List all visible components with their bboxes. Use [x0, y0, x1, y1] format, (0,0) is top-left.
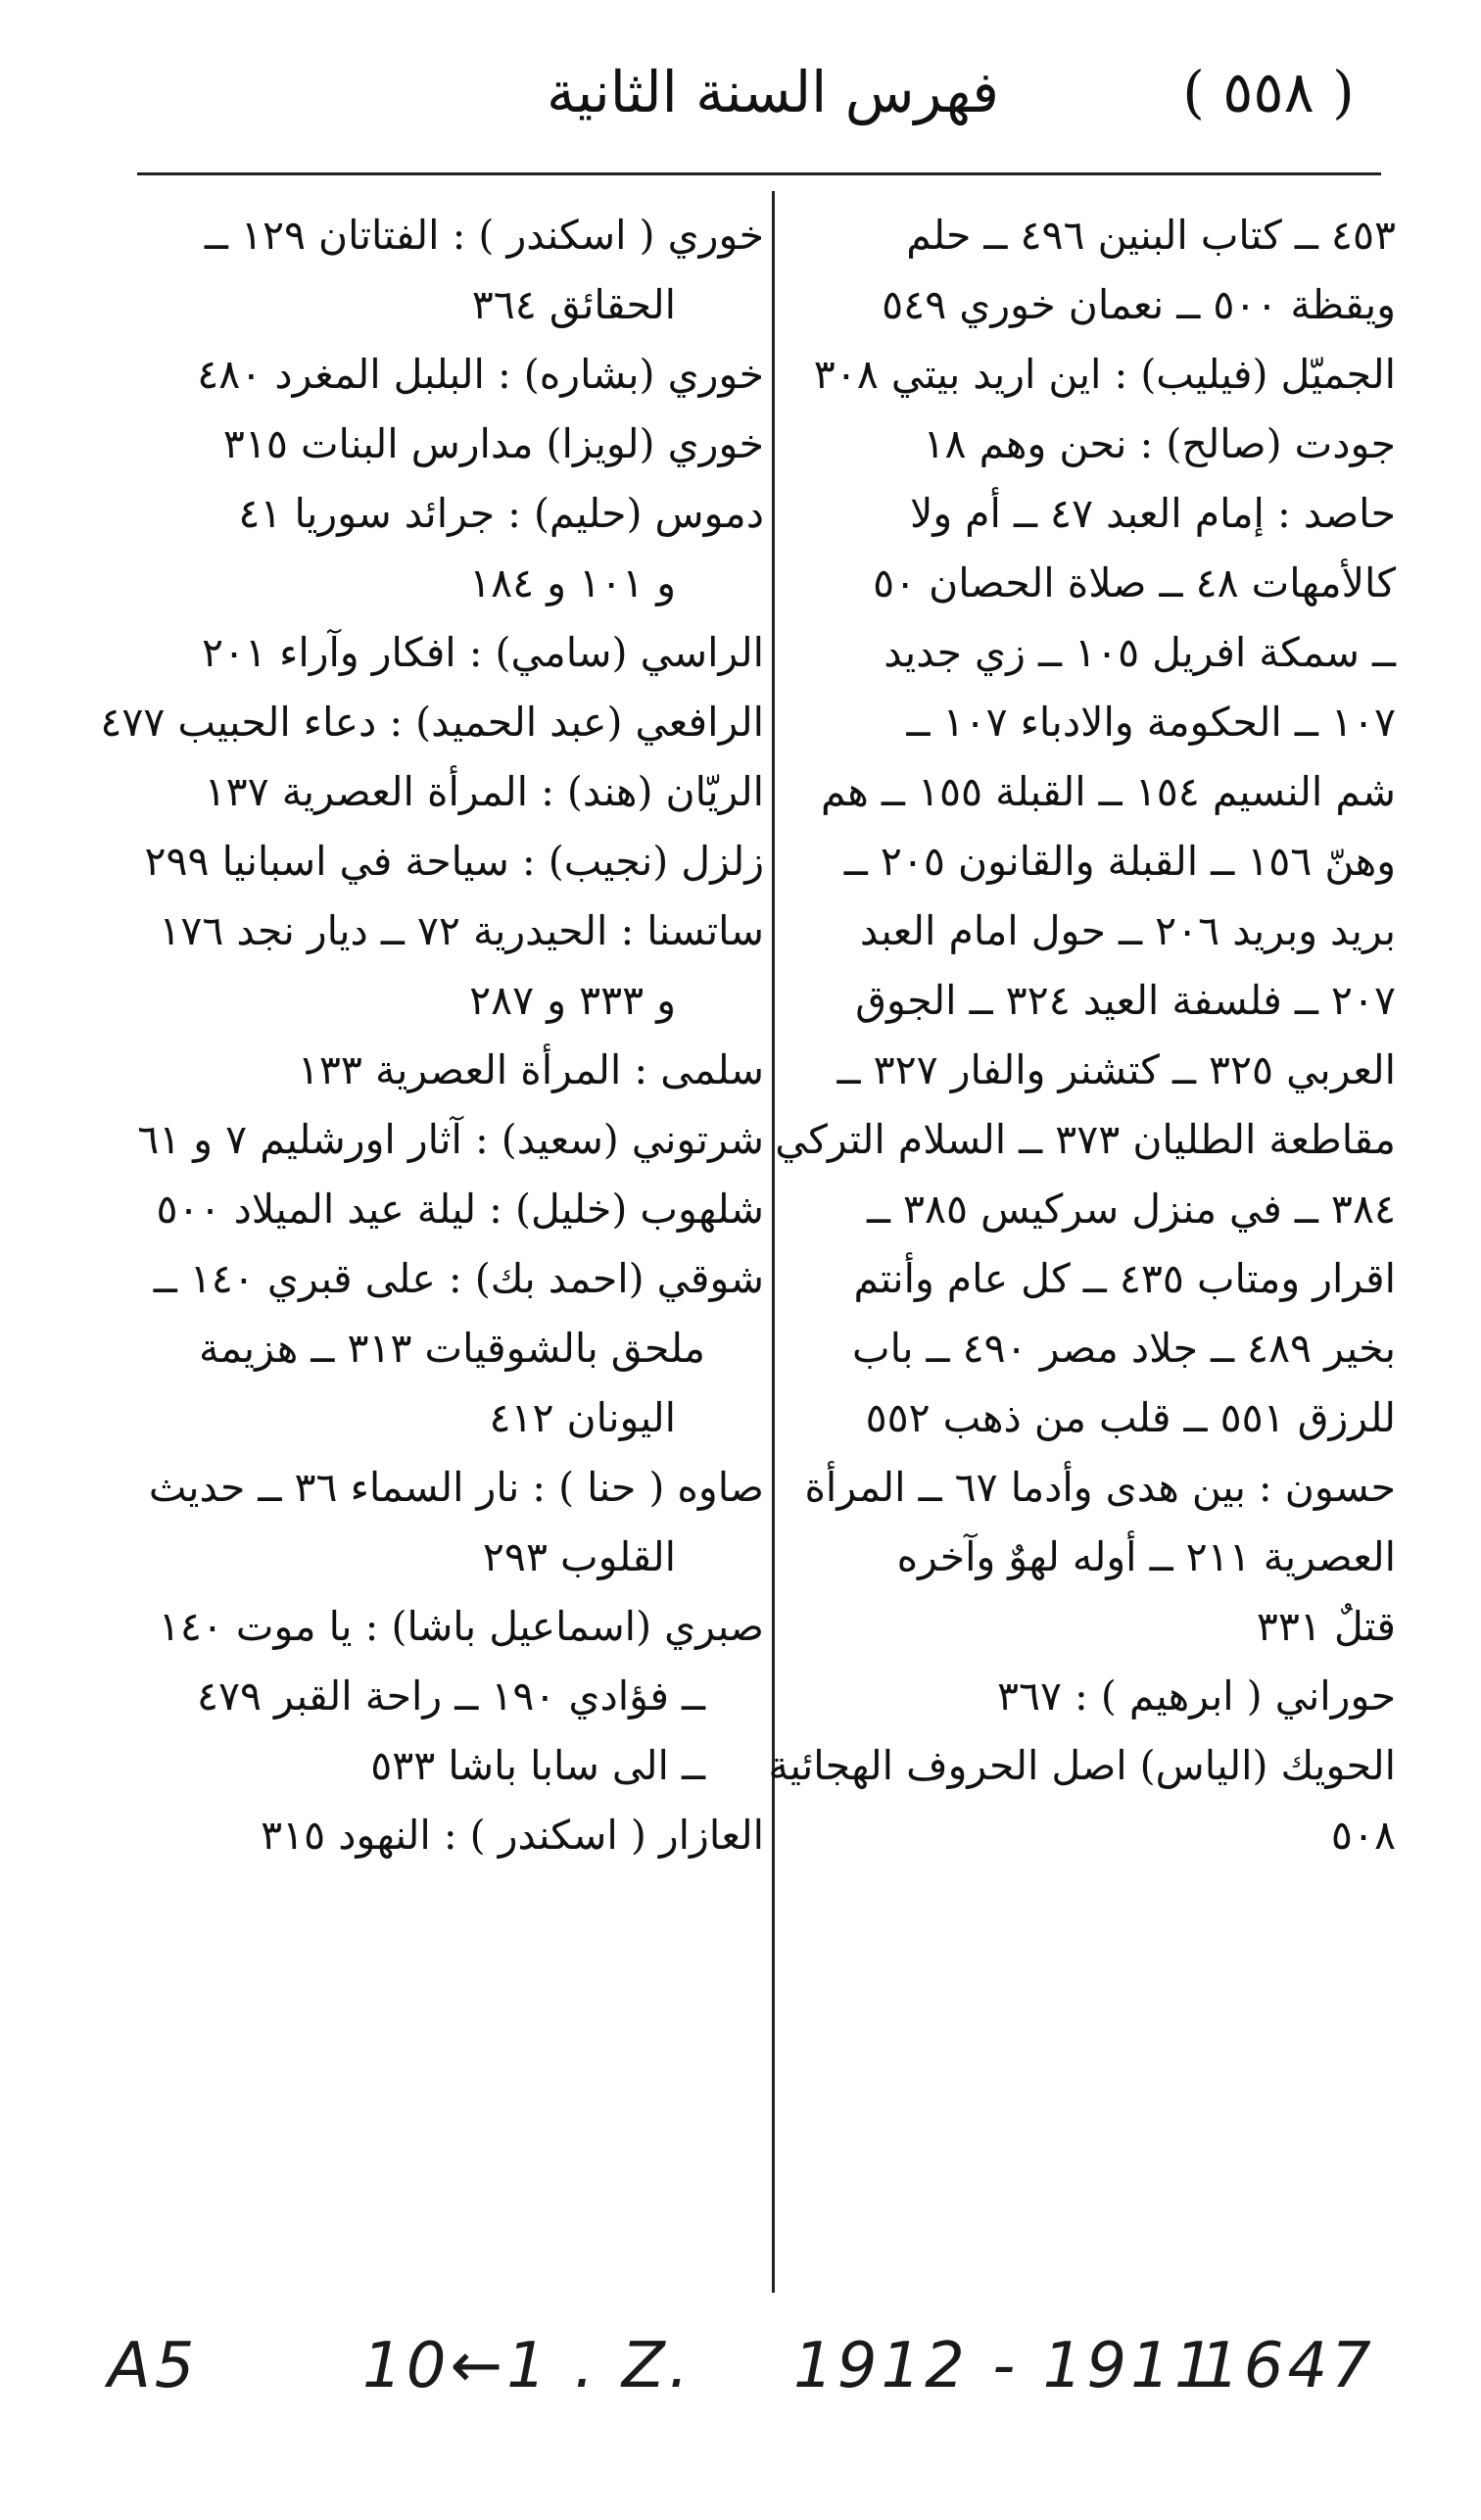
index-line: زلزل (نجيب) : سياحة في اسبانيا ٢٩٩: [144, 838, 764, 885]
handwritten-shelf-mark: 10←1 . Z.: [362, 2330, 693, 2402]
index-line: حوراني ( ابرهيم ) : ٣٦٧: [996, 1672, 1396, 1720]
page-title: فهرس السنة الثانية: [547, 59, 999, 125]
index-line: ٣٨٤ ــ في منزل سركيس ٣٨٥ ــ: [866, 1186, 1396, 1233]
index-line: ويقظة ٥٠٠ ــ نعمان خوري ٥٤٩: [882, 281, 1396, 328]
index-line: سلمى : المرأة العصرية ١٣٣: [297, 1046, 764, 1093]
index-line: ــ سمكة افريل ١٠٥ ــ زي جديد: [884, 629, 1396, 676]
index-line: ساتسنا : الحيدرية ٧٢ ــ ديار نجد ١٧٦: [159, 907, 764, 954]
index-line: الحويك (الياس) اصل الحروف الهجائية: [768, 1742, 1396, 1789]
index-line: ملحق بالشوقيات ٣١٣ ــ هزيمة: [199, 1325, 705, 1372]
page-header: [0, 0, 1481, 167]
index-line: بريد وبريد ٢٠٦ ــ حول امام العبد: [859, 907, 1396, 954]
index-line: ــ فؤادي ١٩٠ ــ راحة القبر ٤٧٩: [196, 1672, 705, 1720]
column-divider: [772, 191, 775, 2293]
index-line: الجميّل (فيليب) : اين اريد بيتي ٣٠٨: [813, 351, 1396, 398]
index-line: الرافعي (عبد الحميد) : دعاء الحبيب ٤٧٧: [100, 699, 764, 746]
index-line: خوري (لويزا) مدارس البنات ٣١٥: [222, 420, 764, 467]
index-column-left: [100, 201, 764, 1870]
index-line: وهنّ ١٥٦ ــ القبلة والقانون ٢٠٥ ــ: [843, 838, 1396, 885]
handwritten-years: 1912 - 1911: [793, 2330, 1218, 2402]
index-line: حسون : بين هدى وأدما ٦٧ ــ المرأة: [804, 1464, 1396, 1511]
index-line: العصرية ٢١١ ــ أوله لهوٌ وآخره: [896, 1533, 1396, 1580]
index-line: قتلٌ ٣٣١: [1256, 1603, 1396, 1650]
index-line: العربي ٣٢٥ ــ كتشنر والفار ٣٢٧ ــ: [836, 1046, 1396, 1093]
index-line: خوري ( اسكندر ) : الفتاتان ١٢٩ ــ: [204, 212, 764, 259]
index-line: للرزق ٥٥١ ــ قلب من ذهب ٥٥٢: [865, 1394, 1396, 1441]
index-line: دموس (حليم) : جرائد سوريا ٤١: [238, 490, 764, 537]
index-line: الحقائق ٣٦٤: [471, 281, 676, 328]
index-line: صبري (اسماعيل باشا) : يا موت ١٤٠: [158, 1603, 764, 1650]
index-line: اليونان ٤١٢: [489, 1394, 676, 1441]
index-line: بخير ٤٨٩ ــ جلاد مصر ٤٩٠ ــ باب: [851, 1325, 1396, 1372]
index-line: مقاطعة الطليان ٣٧٣ ــ السلام التركي: [775, 1116, 1396, 1163]
handwritten-note: [0, 2322, 1481, 2459]
index-line: شوقي (احمد بك) : على قبري ١٤٠ ــ: [153, 1255, 764, 1302]
index-line: و ٣٣٣ و ٢٨٧: [469, 977, 676, 1024]
index-line: اقرار ومتاب ٤٣٥ ــ كل عام وأنتم: [853, 1255, 1396, 1302]
index-line: و ١٠١ و ١٨٤: [469, 559, 676, 606]
page-number: ( ٥٥٨ ): [1182, 59, 1355, 125]
index-line: ــ الى سابا باشا ٥٣٣: [370, 1742, 705, 1789]
index-line: القلوب ٢٩٣: [482, 1533, 676, 1580]
index-line: الراسي (سامي) : افكار وآراء ٢٠١: [201, 629, 764, 676]
handwritten-call-mark: A5: [108, 2330, 199, 2402]
index-line: شلهوب (خليل) : ليلة عيد الميلاد ٥٠٠: [156, 1186, 764, 1233]
index-column-right: [768, 201, 1396, 1870]
index-line: ٥٠٨: [1330, 1812, 1396, 1859]
index-line: حاصد : إمام العبد ٤٧ ــ أم ولا: [909, 490, 1396, 537]
index-line: العازار ( اسكندر ) : النهود ٣١٥: [261, 1812, 764, 1859]
index-line: خوري (بشاره) : البلبل المغرد ٤٨٠: [197, 351, 764, 398]
index-line: ٢٠٧ ــ فلسفة العيد ٣٢٤ ــ الجوق: [855, 977, 1396, 1024]
index-line: ٤٥٣ ــ كتاب البنين ٤٩٦ ــ حلم: [906, 212, 1396, 259]
index-line: كالأمهات ٤٨ ــ صلاة الحصان ٥٠: [873, 559, 1396, 606]
index-line: شرتوني (سعيد) : آثار اورشليم ٧ و ٦١: [137, 1116, 764, 1163]
index-line: صاوه ( حنا ) : نار السماء ٣٦ ــ حديث: [148, 1464, 764, 1511]
index-line: شم النسيم ١٥٤ ــ القبلة ١٥٥ ــ هم: [820, 768, 1396, 815]
index-line: ١٠٧ ــ الحكومة والادباء ١٠٧ ــ: [906, 699, 1396, 746]
header-rule: [137, 172, 1381, 175]
index-line: الريّان (هند) : المرأة العصرية ١٣٧: [204, 768, 764, 815]
handwritten-number: 1647: [1200, 2330, 1375, 2402]
index-line: جودت (صالح) : نحن وهم ١٨: [923, 420, 1396, 467]
